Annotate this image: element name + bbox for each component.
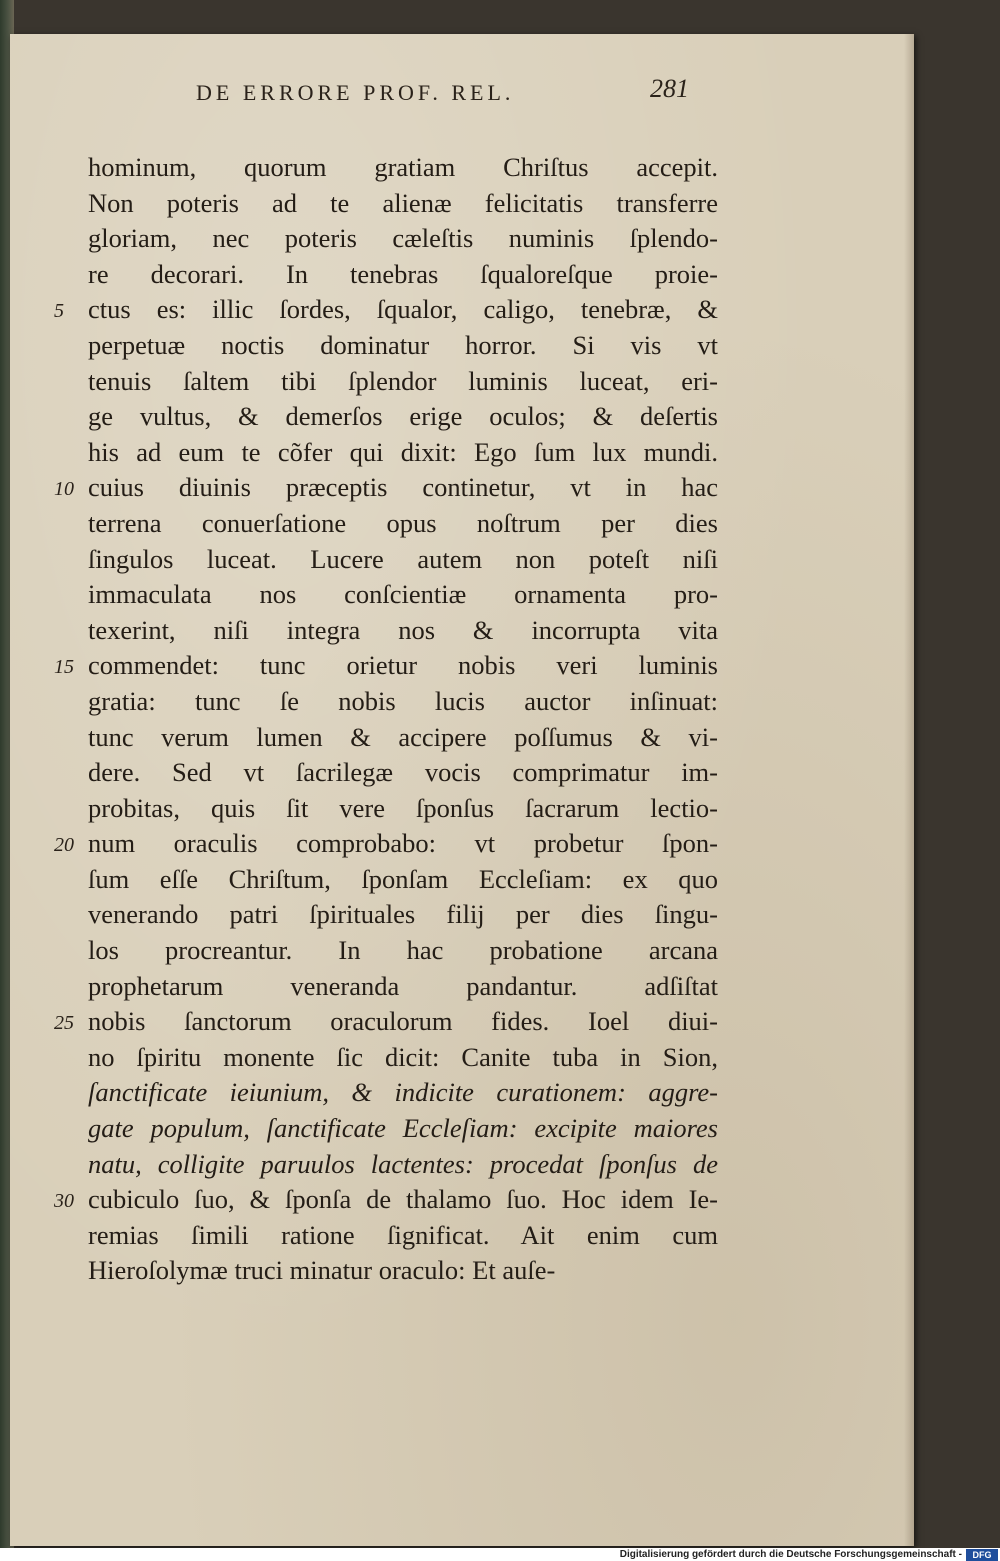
text-line-content: cuius diuinis præceptis continetur, vt in hac [88,472,718,503]
text-line-content: venerando patri ſpirituales filij per dies ſingu- [88,899,718,930]
line-number: 5 [54,300,64,323]
text-line-content: hominum, quorum gratiam Chriſtus accepit. [88,152,718,182]
text-line-content: his ad eum te cõfer qui dixit: Ego ſum lux mundi. [88,436,718,467]
text-line-content: immaculata nos conſcientiæ ornamenta pro- [88,579,718,610]
text-line [88,328,718,364]
text-line [88,221,718,257]
text-line-content: commendet: tunc orietur nobis veri luminis [88,650,718,681]
text-line-content: texerint, niſi integra nos & incorrupta vita [88,614,718,645]
text-line-content: gratia: tunc ſe nobis lucis auctor inſinuat: [88,685,718,716]
text-line-content: remias ſimili ratione ſignificat. Ait enim cum [88,1219,718,1250]
text-line-content: probitas, quis ſit vere ſponſus ſacrarum lectio- [88,792,718,823]
text-line [88,150,718,186]
text-line-content: Non poteris ad te alienæ felicitatis transferre [88,187,718,218]
text-line [88,577,718,613]
text-line-content: nobis ſanctorum oraculorum fides. Ioel diui- [88,1006,718,1037]
text-line [54,1004,718,1040]
line-number: 30 [54,1190,74,1213]
text-line [88,684,718,720]
text-line [88,862,718,898]
text-line [88,755,718,791]
text-line-content: prophetarum veneranda pandantur. adſiſtat [88,970,718,1001]
line-number: 10 [54,478,74,501]
text-line-content: no ſpiritu monente ſic dicit: Canite tuba in Sion, [88,1041,718,1072]
line-number: 25 [54,1012,74,1035]
text-line [54,470,718,506]
text-line-content: cubiculo ſuo, & ſponſa de thalamo ſuo. Hoc idem Ie- [88,1184,718,1215]
digitization-footer [0,1548,1000,1561]
text-line-content: gloriam, nec poteris cæleſtis numinis ſplendo- [88,223,718,254]
text-line [88,1147,718,1183]
text-line-content: tenuis ſaltem tibi ſplendor luminis luceat, eri- [88,365,718,396]
text-line [88,506,718,542]
text-line [54,826,718,862]
text-line-content: re decorari. In tenebras ſqualoreſque proie- [88,258,718,289]
text-line-content: ſingulos luceat. Lucere autem non poteſt niſi [88,543,718,574]
text-line [88,1218,718,1254]
text-line [88,1040,718,1076]
text-line-content: Hieroſolymæ truci minatur oraculo: Et auſe- [88,1255,556,1286]
text-line-content: gate populum, ſanctificate Eccleſiam: excipite maiores [88,1113,718,1144]
text-line [54,648,718,684]
text-line [88,435,718,471]
text-line-content: terrena conuerſatione opus noſtrum per dies [88,507,718,538]
text-line [88,969,718,1005]
text-line-content: los procreantur. In hac probatione arcana [88,935,718,966]
text-line-content: perpetuæ noctis dominatur horror. Si vis vt [88,329,718,360]
running-title: DE ERRORE PROF. REL. [196,80,515,105]
funding-credit: Digitalisierung gefördert durch die Deutsche Forschungsgemeinschaft - [619,1549,962,1560]
text-line-content: num oraculis comprobabo: vt probetur ſpon- [88,828,718,859]
text-line-content: dere. Sed vt ſacrilegæ vocis comprimatur im- [88,757,718,788]
text-line [88,399,718,435]
page-fore-edge-shadow [904,34,914,1546]
text-line-content: natu, colligite paruulos lactentes: procedat ſponſus de [88,1148,718,1179]
text-line [88,933,718,969]
text-line-content: tunc verum lumen & accipere poſſumus & vi- [88,721,718,752]
text-line [88,791,718,827]
body-text [54,150,718,1289]
text-line-content: ctus es: illic ſordes, ſqualor, caligo, tenebræ, & [88,294,718,325]
text-line [88,1111,718,1147]
text-line [88,613,718,649]
text-line [88,720,718,756]
text-line [88,364,718,400]
text-line [54,1182,718,1218]
text-line [88,186,718,222]
dfg-logo: DFG [966,1549,998,1561]
text-line-content: ſum eſſe Chriſtum, ſponſam Eccleſiam: ex quo [88,863,718,894]
text-line [88,1075,718,1111]
line-number: 20 [54,834,74,857]
text-line [88,897,718,933]
page-number: 281 [650,74,689,103]
line-number: 15 [54,656,74,679]
text-line-content: ſanctificate ieiunium, & indicite curationem: aggre- [88,1077,718,1108]
text-line [54,292,718,328]
text-line [88,257,718,293]
text-line [88,1253,718,1289]
text-line [88,542,718,578]
text-line-content: ge vultus, & demerſos erige oculos; & deſertis [88,401,718,432]
